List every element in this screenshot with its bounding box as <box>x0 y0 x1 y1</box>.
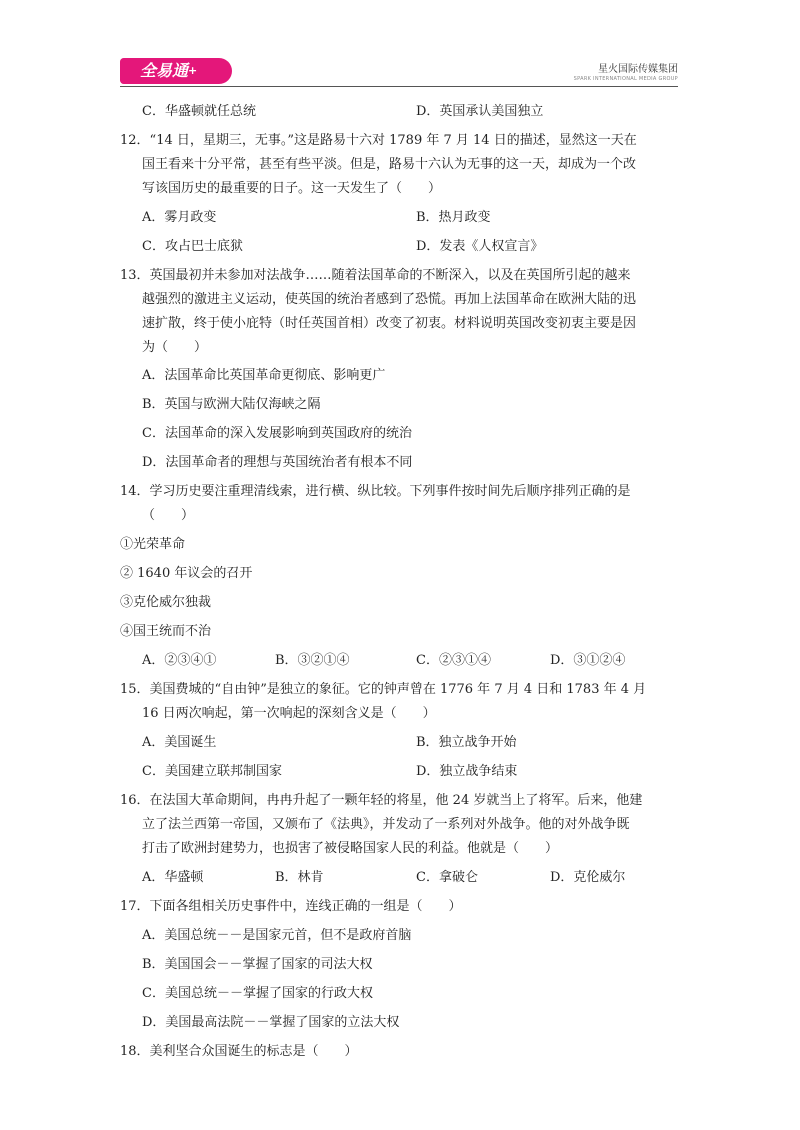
q14-item-4: ④国王统而不治 <box>120 624 212 639</box>
q13-stem-4: 为（ ） <box>142 340 208 355</box>
company-subtitle: SPARK INTERNATIONAL MEDIA GROUP <box>573 76 678 82</box>
q14-option-a: A．②③④① <box>142 653 217 668</box>
q14-item-1: ①光荣革命 <box>120 537 186 552</box>
q18-stem: 18．美利坚合众国诞生的标志是（ ） <box>120 1044 358 1059</box>
q17-option-b: B．美国国会－－掌握了国家的司法大权 <box>142 957 373 972</box>
q12-option-c: C．攻占巴士底狱 <box>142 239 243 254</box>
q12-stem-2: 国王看来十分平常，甚至有些平淡。但是，路易十六认为无事的这一天，却成为一个改 <box>142 157 637 172</box>
q13-option-c: C．法国革命的深入发展影响到英国政府的统治 <box>142 426 412 441</box>
q16-option-a: A．华盛顿 <box>142 870 204 885</box>
q13-stem-2: 越强烈的激进主义运动，使英国的统治者感到了恐慌。再加上法国革命在欧洲大陆的迅 <box>142 292 637 307</box>
page-header <box>120 54 678 86</box>
q12-option-a: A．雾月政变 <box>142 210 217 225</box>
q16-option-c: C．拿破仑 <box>416 870 478 885</box>
q14-option-d: D．③①②④ <box>550 653 626 668</box>
q14-option-c: C．②③①④ <box>416 653 491 668</box>
q16-stem-2: 立了法兰西第一帝国，又颁布了《法典》，并发动了一系列对外战争。他的对外战争既 <box>142 817 630 832</box>
q15-option-b: B．独立战争开始 <box>416 735 517 750</box>
q11-option-c: C．华盛顿就任总统 <box>142 104 256 119</box>
q14-stem-1: 14．学习历史要注重理清线索，进行横、纵比较。下列事件按时间先后顺序排列正确的是 <box>120 484 631 499</box>
q17-option-d: D．美国最高法院－－掌握了国家的立法大权 <box>142 1015 400 1030</box>
brand-logo: 全易通+ <box>120 58 232 84</box>
q16-stem-1: 16．在法国大革命期间，冉冉升起了一颗年轻的将星，他 24 岁就当上了将军。后来，他建 <box>120 793 643 808</box>
q12-option-b: B．热月政变 <box>416 210 491 225</box>
q15-stem-1: 15．美国费城的“自由钟”是独立的象征。它的钟声曾在 1776 年 7 月 4 日和 1783 年 4 月 <box>120 682 647 697</box>
q16-option-b: B．林肯 <box>275 870 324 885</box>
q12-option-d: D．发表《人权宣言》 <box>416 239 544 254</box>
q11-option-d: D．英国承认美国独立 <box>416 104 544 119</box>
q17-stem: 17．下面各组相关历史事件中，连线正确的一组是（ ） <box>120 899 462 914</box>
q13-option-d: D．法国革命者的理想与英国统治者有根本不同 <box>142 455 413 470</box>
q13-stem-1: 13．英国最初并未参加对法战争……随着法国革命的不断深入，以及在英国所引起的越来 <box>120 268 631 283</box>
q16-stem-3: 打击了欧洲封建势力，也损害了被侵略国家人民的利益。他就是（ ） <box>142 841 559 856</box>
q14-item-2: ② 1640 年议会的召开 <box>120 566 253 581</box>
q13-option-b: B．英国与欧洲大陆仅海峡之隔 <box>142 397 321 412</box>
q13-option-a: A．法国革命比英国革命更彻底、影响更广 <box>142 368 386 383</box>
q14-item-3: ③克伦威尔独裁 <box>120 595 212 610</box>
q17-option-a: A．美国总统－－是国家元首，但不是政府首脑 <box>142 928 412 943</box>
q15-stem-2: 16 日两次响起，第一次响起的深刻含义是（ ） <box>142 706 436 721</box>
company-name: 星火国际传媒集团 SPARK INTERNATIONAL MEDIA GROUP <box>573 64 678 82</box>
q17-option-c: C．美国总统－－掌握了国家的行政大权 <box>142 986 373 1001</box>
header-divider <box>120 86 678 87</box>
q15-option-d: D．独立战争结束 <box>416 764 518 779</box>
q12-stem-1: 12．“14 日，星期三，无事。”这是路易十六对 1789 年 7 月 14 日的描述，显然这一天在 <box>120 133 637 148</box>
q15-option-c: C．美国建立联邦制国家 <box>142 764 282 779</box>
q13-stem-3: 速扩散，终于使小庇特（时任英国首相）改变了初衷。材料说明英国改变初衷主要是因 <box>142 316 637 331</box>
q14-stem-2: （ ） <box>142 508 195 523</box>
q12-stem-3: 写该国历史的最重要的日子。这一天发生了（ ） <box>142 181 442 196</box>
q16-option-d: D．克伦威尔 <box>550 870 626 885</box>
q15-option-a: A．美国诞生 <box>142 735 217 750</box>
q14-option-b: B．③②①④ <box>275 653 350 668</box>
